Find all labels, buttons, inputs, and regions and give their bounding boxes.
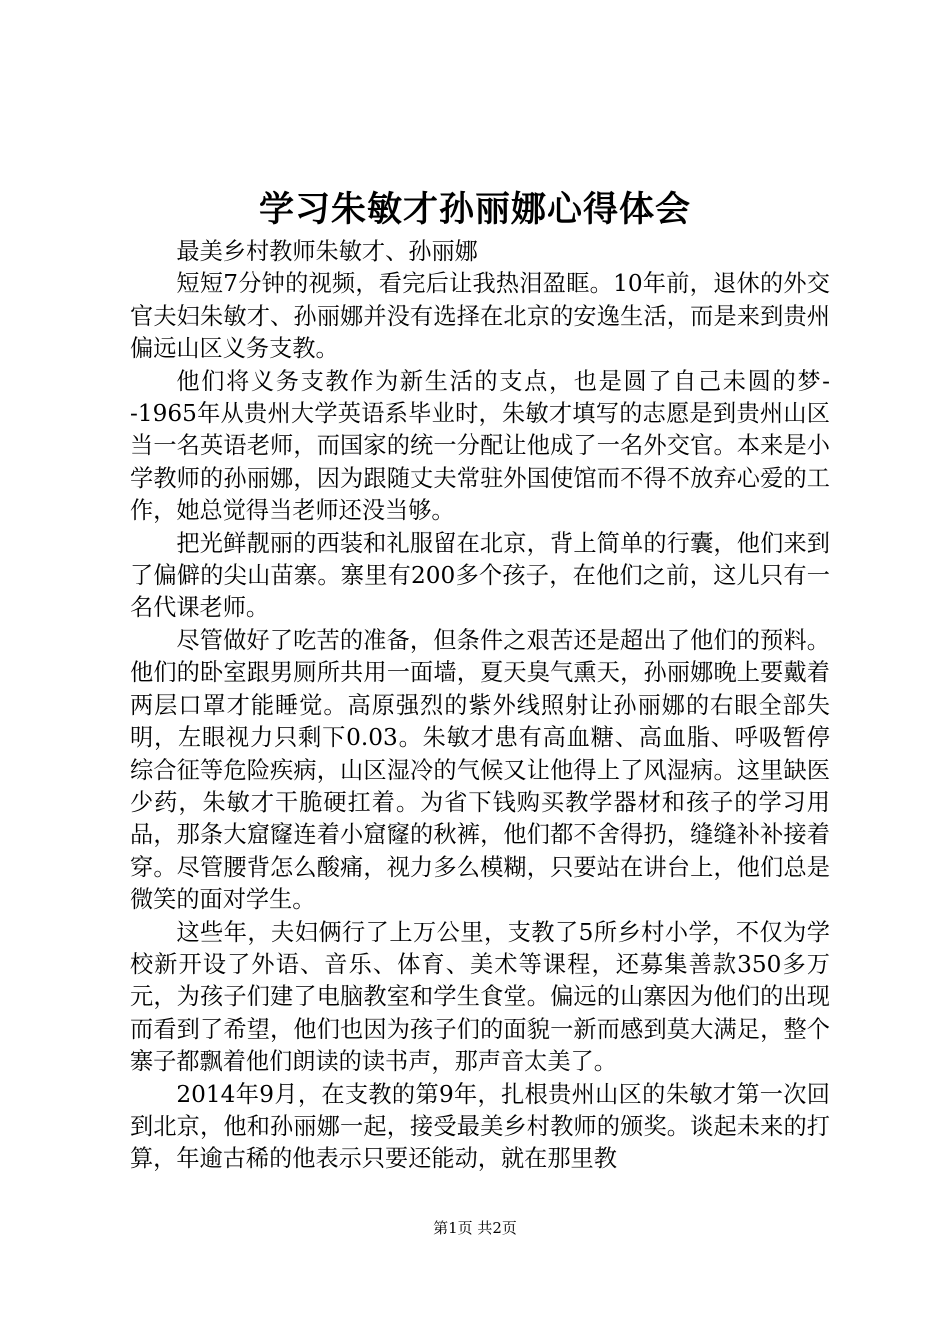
paragraph: 2014年9月，在支教的第9年，扎根贵州山区的朱敏才第一次回到北京，他和孙丽娜一起，接受最美乡村教师的颁奖。谈起未来的打算，年逾古稀的他表示只要还能动，就在那里教 xyxy=(130,1080,830,1173)
paragraph: 这些年，夫妇俩行了上万公里，支教了5所乡村小学，不仅为学校新开设了外语、音乐、体育、美术等课程，还募集善款350多万元，为孩子们建了电脑教室和学生食堂。偏远的山寨因为他们的出现而看到了希望，他们也因为孩子们的面貌一新而感到莫大满足，整个寨子都飘着他们朗读的读书声，那声音太美了。 xyxy=(130,918,830,1076)
paragraph: 把光鲜靓丽的西装和礼服留在北京，背上简单的行囊，他们来到了偏僻的尖山苗寨。寨里有200多个孩子，在他们之前，这儿只有一名代课老师。 xyxy=(130,529,830,622)
page-number-footer: 第1页 共2页 xyxy=(433,1219,517,1237)
paragraph: 他们将义务支教作为新生活的支点，也是圆了自己未圆的梦--1965年从贵州大学英语系毕业时，朱敏才填写的志愿是到贵州山区当一名英语老师，而国家的统一分配让他成了一名外交官。本来是小学教师的孙丽娜，因为跟随丈夫常驻外国使馆而不得不放弃心爱的工作，她总觉得当老师还没当够。 xyxy=(130,367,830,525)
paragraph-subtitle: 最美乡村教师朱敏才、孙丽娜 xyxy=(176,238,478,265)
paragraph: 尽管做好了吃苦的准备，但条件之艰苦还是超出了他们的预料。他们的卧室跟男厕所共用一面墙，夏天臭气熏天，孙丽娜晚上要戴着两层口罩才能睡觉。高原强烈的紫外线照射让孙丽娜的右眼全部失明，左眼视力只剩下0.03。朱敏才患有高血糖、高血脂、呼吸暂停综合征等危险疾病，山区湿冷的气候又让他得上了风湿病。这里缺医少药，朱敏才干脆硬扛着。为省下钱购买教学器材和孩子的学习用品，那条大窟窿连着小窟窿的秋裤，他们都不舍得扔，缝缝补补接着穿。尽管腰背怎么酸痛，视力多么模糊，只要站在讲台上，他们总是微笑的面对学生。 xyxy=(130,626,830,914)
document-body xyxy=(130,236,830,1176)
document-title: 学习朱敏才孙丽娜心得体会 xyxy=(258,189,691,230)
paragraph: 短短7分钟的视频，看完后让我热泪盈眶。10年前，退休的外交官夫妇朱敏才、孙丽娜并没有选择在北京的安逸生活，而是来到贵州偏远山区义务支教。 xyxy=(130,270,830,363)
